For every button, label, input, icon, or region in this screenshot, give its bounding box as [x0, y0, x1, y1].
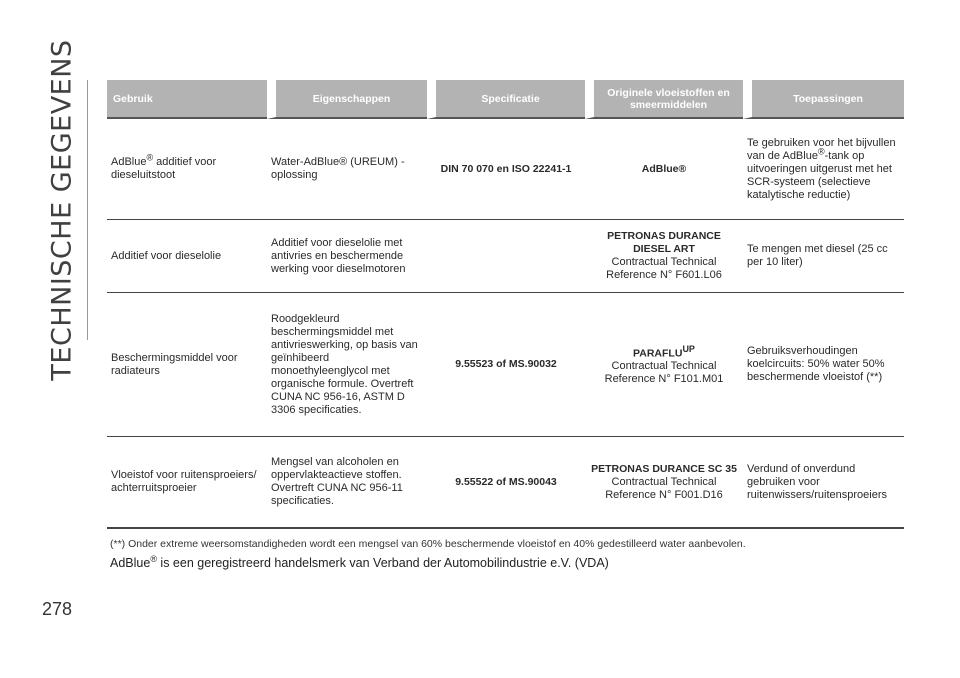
- row-product: [585, 293, 743, 437]
- footnote: (**) Onder extreme weersomstandigheden wordt een mengsel van 60% beschermende vloeistof en 40% gedestilleerd water aanbevolen.: [110, 538, 746, 550]
- row-specification: 9.55522 of MS.90043: [427, 437, 585, 529]
- header-usage: Gebruik: [107, 80, 267, 119]
- page-number: 278: [42, 599, 73, 619]
- fluids-table: [107, 80, 904, 529]
- header-original-fluids: Originele vloeistoffen en smeermiddelen: [585, 80, 743, 119]
- row-application: Te gebruiken voor het bijvullen van de AdBlue®-tank op uitvoeringen uitgerust met het SCR-systeem (selectieve katalytische reductie): [743, 119, 904, 220]
- row-usage: Additief voor dieselolie: [107, 220, 267, 293]
- row-properties: Roodgekleurd beschermingsmiddel met antivrieswerking, op basis van geïnhibeerd monoethyleenglycol met organische formule. Overtreft CUNA NC 956-16, ASTM D 3306 specificaties.: [267, 293, 427, 437]
- section-divider: [87, 80, 88, 340]
- row-properties: Mengsel van alcoholen en oppervlakteactieve stoffen. Overtreft CUNA NC 956-11 specificaties.: [267, 437, 427, 529]
- trademark-note: AdBlue® is een geregistreerd handelsmerk van Verband der Automobilindustrie e.V. (VDA): [110, 553, 609, 570]
- row-application: Te mengen met diesel (25 cc per 10 liter): [743, 220, 904, 293]
- row-specification: DIN 70 070 en ISO 22241-1: [427, 119, 585, 220]
- table-header-row: [107, 80, 904, 119]
- table-row: [107, 293, 904, 437]
- row-usage: Beschermingsmiddel voor radiateurs: [107, 293, 267, 437]
- row-properties: Water-AdBlue® (UREUM) -oplossing: [267, 119, 427, 220]
- product-name: PETRONAS DURANCE DIESEL ART: [607, 230, 721, 255]
- row-application: Verdund of onverdund gebruiken voor ruitenwissers/ruitensproeiers: [743, 437, 904, 529]
- table-row: [107, 119, 904, 220]
- product-reference: Contractual Technical Reference N° F601.L06: [606, 256, 722, 281]
- row-product: [585, 437, 743, 529]
- product-reference: Contractual Technical Reference N° F101.M01: [604, 360, 724, 386]
- table-row: [107, 437, 904, 529]
- row-application: Gebruiksverhoudingen koelcircuits: 50% water 50% beschermende vloeistof (**): [743, 293, 904, 437]
- product-name: $PARAFLU^{UP}$: [633, 343, 695, 360]
- row-specification: [427, 220, 585, 293]
- section-title: [40, 39, 84, 381]
- header-properties: Eigenschappen: [267, 80, 427, 119]
- header-applications: Toepassingen: [743, 80, 904, 119]
- row-product: [585, 119, 743, 220]
- product-name: PETRONAS DURANCE SC 35: [591, 462, 737, 475]
- row-product: [585, 220, 743, 293]
- header-specification: Specificatie: [427, 80, 585, 119]
- product-name: AdBlue®: [641, 162, 687, 175]
- table-row: [107, 220, 904, 293]
- row-properties: Additief voor dieselolie met antivries en beschermende werking voor dieselmotoren: [267, 220, 427, 293]
- row-specification: 9.55523 of MS.90032: [427, 293, 585, 437]
- row-usage: Vloeistof voor ruitensproeiers/ achterruitsproeier: [107, 437, 267, 529]
- row-usage: AdBlue® additief voor dieseluitstoot: [107, 119, 267, 220]
- section-title-text: TECHNISCHE GEGEVENS: [46, 39, 78, 381]
- product-reference: Contractual Technical Reference N° F001.D16: [605, 475, 723, 501]
